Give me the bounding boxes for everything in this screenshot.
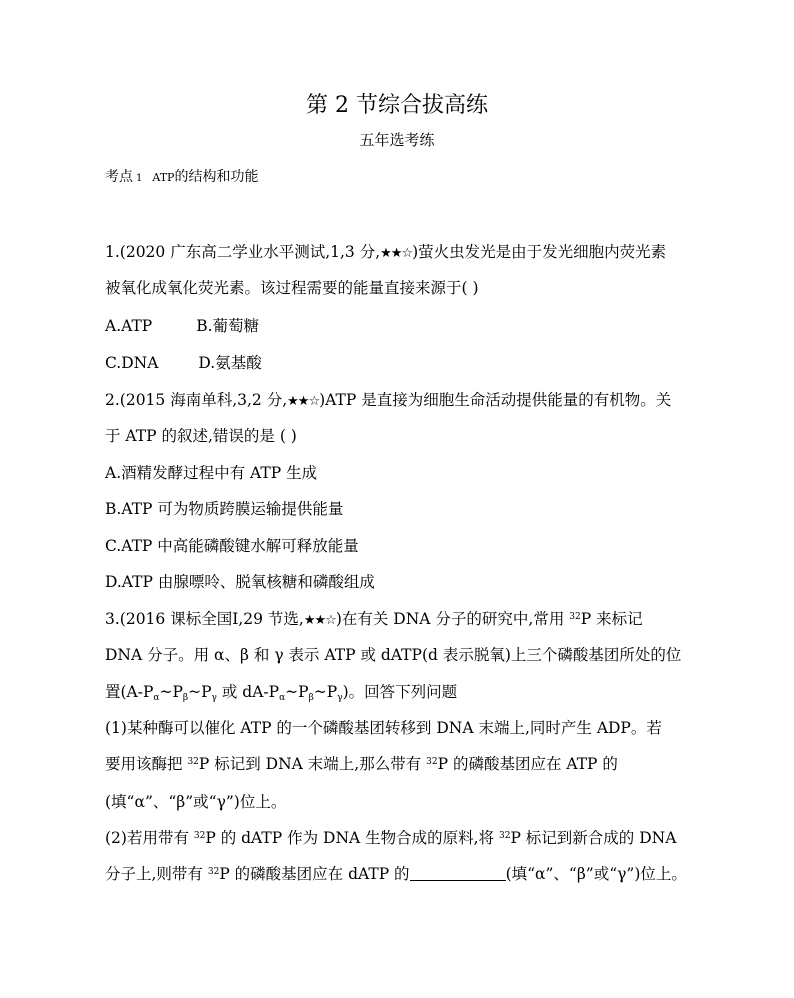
q2-option-b: B.ATP 可为物质跨膜运输提供能量 (105, 500, 344, 518)
q3-sub2-line2: 分子上,则带有 $^{32}$P 的磷酸基团应在 dATP 的 (填“α”、“β”或“γ”)位上。 (105, 865, 687, 883)
q1-difficulty-stars: ★★☆ (380, 246, 413, 261)
section-text: 的结构和功能 (174, 169, 259, 185)
q1-option-b: B.葡萄糖 (196, 317, 260, 335)
q1-source: 1.(2020 广东高二学业水平测试,1,3 分, (105, 243, 381, 261)
q3-stem-part1: )在有关 DNA 分子的研究中,常用 (335, 610, 570, 628)
q2-line2: 于 ATP 的叙述,错误的是 ( ) (105, 427, 297, 445)
q1-options-row2 (105, 351, 262, 373)
q3-sub2-line1: (2)若用带有 $^{32}$P 的 dATP 作为 DNA 生物合成的原料,将 $^{32}$P 标记到新合成的 DNA (105, 829, 677, 847)
q3-line1 (105, 607, 643, 629)
section-prefix: 考点 (105, 169, 133, 185)
q2-option-a: A.酒精发酵过程中有 ATP 生成 (105, 464, 318, 482)
q1-line1 (105, 240, 666, 262)
q2-stem-part1: )ATP 是直接为细胞生命活动提供能量的有机物。关 (319, 391, 672, 409)
q2-line1 (105, 388, 671, 410)
q3-stem-part2: P 来标记 (580, 610, 643, 628)
q3-sub1-line1: (1)某种酶可以催化 ATP 的一个磷酸基团转移到 DNA 末端上,同时产生 ADP。若 (105, 719, 662, 737)
q1-stem-part1: )萤火虫发光是由于发光细胞内荧光素 (412, 243, 667, 261)
q1-option-a: A.ATP (105, 317, 153, 335)
answer-blank[interactable] (410, 866, 506, 881)
section-number: 1 (136, 173, 143, 184)
page-subtitle: 五年选考练 (359, 131, 435, 149)
q3-sub1-line2: 要用该酶把 $^{32}$P 标记到 DNA 末端上,那么带有 $^{32}$P 的磷酸基团应在 ATP 的 (105, 755, 618, 773)
q3-superscript: 32 (569, 612, 581, 622)
q3-line2: DNA 分子。用 α、β 和 γ 表示 ATP 或 dATP(d 表示脱氧)上三个磷酸基团所处的位 (105, 646, 682, 664)
q2-difficulty-stars: ★★☆ (287, 394, 320, 409)
q1-option-c: C.DNA (105, 354, 159, 372)
q3-difficulty-stars: ★★☆ (303, 613, 336, 628)
q3-sub1-line3: (填“α”、“β”或“γ”)位上。 (105, 793, 287, 811)
q3-line3: 置($A-P_\alpha\sim P_\beta\sim P_\gamma$ 或 $dA-P_\alpha\sim P_\beta\sim P_\gamma$)。回答下列问题 (105, 683, 458, 703)
section-atp: ATP (152, 171, 175, 184)
q1-line2: 被氧化成氧化荧光素。该过程需要的能量直接来源于( ) (105, 279, 479, 297)
q1-options-row1 (105, 314, 259, 336)
section-heading (105, 166, 258, 186)
q3-source: 3.(2016 课标全国Ⅰ,29 节选, (105, 610, 304, 628)
q2-source: 2.(2015 海南单科,3,2 分, (105, 391, 288, 409)
q2-option-c: C.ATP 中高能磷酸键水解可释放能量 (105, 537, 359, 555)
page-title: 第 2 节综合拔高练 (306, 93, 488, 118)
q2-option-d: D.ATP 由腺嘌呤、脱氧核糖和磷酸组成 (105, 573, 375, 591)
q1-option-d: D.氨基酸 (198, 354, 262, 372)
